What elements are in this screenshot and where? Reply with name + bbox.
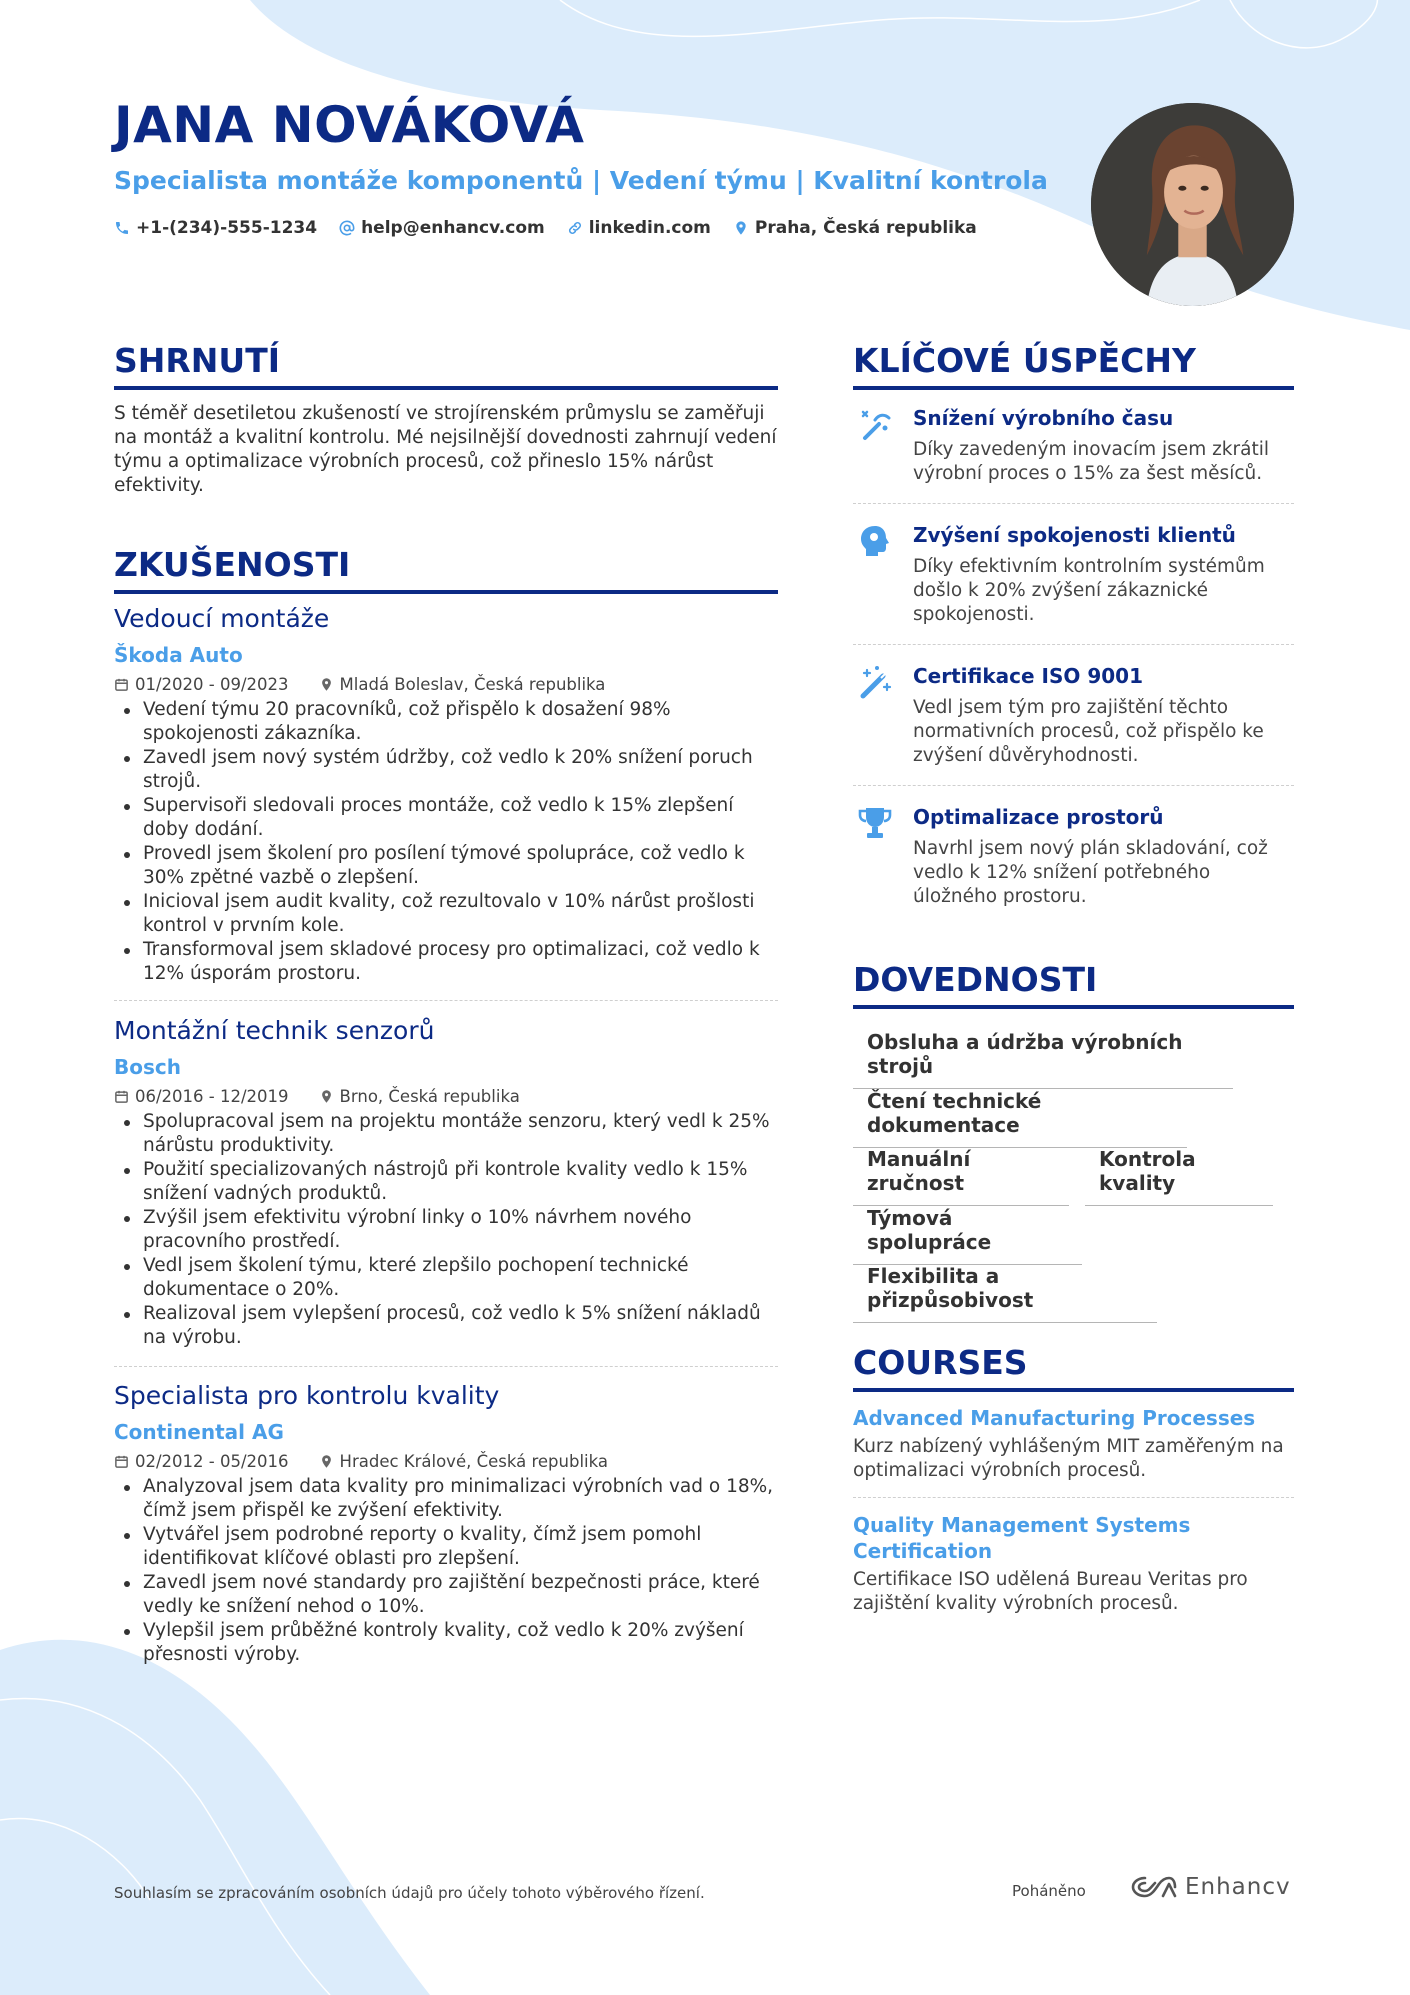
contact-linkedin[interactable] xyxy=(567,218,711,238)
divider xyxy=(853,1497,1294,1498)
achievement-desc: Vedl jsem tým pro zajištění těchto normativních procesů, což přispělo ke zvýšení důvěryhodnosti. xyxy=(913,697,1264,766)
course-title: Advanced Manufacturing Processes xyxy=(853,1406,1256,1430)
achievement-item xyxy=(853,664,1294,768)
course-desc: Kurz nabízený vyhlášeným MIT zaměřeným na optimalizaci výrobních procesů. xyxy=(853,1436,1284,1481)
linkedin-text: linkedin.com xyxy=(588,218,711,238)
trophy-icon xyxy=(857,805,893,841)
at-icon xyxy=(339,220,355,236)
divider xyxy=(853,785,1294,786)
contact-bar xyxy=(114,218,977,238)
job-bullet: Realizoval jsem vylepšení procesů, což vedlo k 5% snížení nákladů na výrobu. xyxy=(114,1302,778,1350)
enhancv-logo-text: Enhancv xyxy=(1185,1874,1291,1900)
enhancv-logo[interactable] xyxy=(1131,1874,1291,1900)
contact-phone[interactable] xyxy=(114,218,317,238)
profile-photo xyxy=(1091,103,1294,306)
phone-text: +1-(234)-555-1234 xyxy=(136,218,318,238)
job-meta xyxy=(114,675,778,694)
job-location: Mladá Boleslav, Česká republika xyxy=(339,675,606,694)
courses-section-title: COURSES xyxy=(853,1343,1294,1392)
course-item xyxy=(853,1405,1294,1483)
achievement-desc: Navrhl jsem nový plán skladování, což vedlo k 12% snížení potřebného úložného prostoru. xyxy=(913,838,1268,907)
job-bullet: Zavedl jsem nové standardy pro zajištění bezpečnosti práce, které vedly ke snížení nehod o 10%. xyxy=(114,1571,778,1619)
contact-email[interactable] xyxy=(339,218,545,238)
job-bullet: Provedl jsem školení pro posílení týmové spolupráce, což vedlo k 30% zpětné vazbě o zlepšení. xyxy=(114,842,778,890)
job-bullet: Inicioval jsem audit kvality, což rezultovalo v 10% nárůst prošlosti kontrol v prvním kole. xyxy=(114,890,778,938)
job-bullets xyxy=(114,1475,778,1667)
job-bullet: Vytvářel jsem podrobné reporty o kvality, čímž jsem pomohl identifikovat klíčové oblasti pro zlepšení. xyxy=(114,1523,778,1571)
achievement-item xyxy=(853,406,1294,486)
job-bullet: Vedl jsem školení týmu, které zlepšilo pochopení technické dokumentace o 20%. xyxy=(114,1254,778,1302)
skill-tag: Manuální zručnost xyxy=(853,1147,1069,1206)
wand-icon xyxy=(857,406,893,442)
divider xyxy=(114,1366,778,1367)
experience-section-title: ZKUŠENOSTI xyxy=(114,545,778,594)
job-bullet: Použití specializovaných nástrojů při kontrole kvality vedlo k 15% snížení vadných produktů. xyxy=(114,1158,778,1206)
achievement-desc: Díky zavedeným inovacím jsem zkrátil výrobní proces o 15% za šest měsíců. xyxy=(913,439,1269,484)
skill-tag: Flexibilita a přizpůsobivost xyxy=(853,1264,1157,1323)
job-company: Škoda Auto xyxy=(114,643,243,667)
job-bullets xyxy=(114,1110,778,1350)
contact-location xyxy=(733,218,977,238)
location-text: Praha, Česká republika xyxy=(754,218,977,238)
job-location: Brno, Česká republika xyxy=(339,1087,520,1106)
phone-icon xyxy=(114,220,130,236)
job-bullet: Transformoval jsem skladové procesy pro optimalizaci, což vedlo k 12% úsporám prostoru. xyxy=(114,938,778,986)
achievements-section-title: KLÍČOVÉ ÚSPĚCHY xyxy=(853,341,1294,390)
powered-by-label: Poháněno xyxy=(1012,1882,1086,1900)
skill-tag: Kontrola kvality xyxy=(1085,1147,1273,1206)
job-bullet: Vedení týmu 20 pracovníků, což přispělo k dosažení 98% spokojenosti zákazníka. xyxy=(114,698,778,746)
experience-entry xyxy=(114,1381,778,1667)
candidate-name: JANA NOVÁKOVÁ xyxy=(114,96,585,154)
location-pin-icon xyxy=(319,677,334,692)
skill-tag: Týmová spolupráce xyxy=(853,1206,1082,1265)
job-title: Specialista pro kontrolu kvality xyxy=(114,1381,500,1410)
divider xyxy=(853,644,1294,645)
experience-entry xyxy=(114,604,778,986)
job-bullets xyxy=(114,698,778,986)
achievement-title: Optimalizace prostorů xyxy=(913,805,1164,829)
job-title: Vedoucí montáže xyxy=(114,604,330,633)
experience-entry xyxy=(114,1016,778,1350)
job-title: Montážní technik senzorů xyxy=(114,1016,435,1045)
job-bullet: Vylepšil jsem průběžné kontroly kvality, což vedlo k 20% zvýšení přesnosti výroby. xyxy=(114,1619,778,1667)
link-icon xyxy=(567,220,583,236)
course-item xyxy=(853,1512,1294,1616)
calendar-icon xyxy=(114,1089,129,1104)
job-dates: 02/2012 - 05/2016 xyxy=(135,1452,289,1471)
job-company: Bosch xyxy=(114,1055,181,1079)
divider xyxy=(853,503,1294,504)
consent-text: Souhlasím se zpracováním osobních údajů pro účely tohoto výběrového řízení. xyxy=(114,1884,705,1902)
head-icon xyxy=(857,523,893,559)
skills-section-title: DOVEDNOSTI xyxy=(853,960,1294,1009)
job-bullet: Supervisoři sledovali proces montáže, což vedlo k 15% zlepšení doby dodání. xyxy=(114,794,778,842)
candidate-headline: Specialista montáže komponentů | Vedení týmu | Kvalitní kontrola xyxy=(114,166,1048,195)
job-bullet: Zvýšil jsem efektivitu výrobní linky o 10% návrhem nového pracovního prostředí. xyxy=(114,1206,778,1254)
job-bullet: Spolupracoval jsem na projektu montáže senzoru, který vedl k 25% nárůstu produktivity. xyxy=(114,1110,778,1158)
magic-wand-icon xyxy=(857,664,893,700)
job-dates: 01/2020 - 09/2023 xyxy=(135,675,289,694)
summary-text: S téměř desetiletou zkušeností ve strojírenském průmyslu se zaměřuji na montáž a kvalitní kontrolu. Mé nejsilnější dovednosti zahrnují vedení týmu a optimalizace výrobních procesů, což přineslo 15% nárůst efektivity. xyxy=(114,403,777,496)
summary-section-title: SHRNUTÍ xyxy=(114,341,778,390)
job-location: Hradec Králové, Česká republika xyxy=(339,1452,609,1471)
calendar-icon xyxy=(114,677,129,692)
location-pin-icon xyxy=(319,1454,334,1469)
location-pin-icon xyxy=(733,220,749,236)
course-title: Quality Management Systems Certification xyxy=(853,1513,1191,1563)
enhancv-logo-icon xyxy=(1131,1874,1177,1900)
job-meta xyxy=(114,1452,778,1471)
job-meta xyxy=(114,1087,778,1106)
course-desc: Certifikace ISO udělená Bureau Veritas pro zajištění kvality výrobních procesů. xyxy=(853,1569,1248,1614)
achievement-desc: Díky efektivním kontrolním systémům došlo k 20% zvýšení zákaznické spokojenosti. xyxy=(913,556,1265,625)
location-pin-icon xyxy=(319,1089,334,1104)
email-text: help@enhancv.com xyxy=(361,218,545,238)
calendar-icon xyxy=(114,1454,129,1469)
job-bullet: Analyzoval jsem data kvality pro minimalizaci výrobních vad o 18%, čímž jsem přispěl ke zvýšení efektivity. xyxy=(114,1475,778,1523)
skill-tag: Obsluha a údržba výrobních strojů xyxy=(853,1030,1233,1089)
job-company: Continental AG xyxy=(114,1420,284,1444)
job-bullet: Zavedl jsem nový systém údržby, což vedlo k 20% snížení poruch strojů. xyxy=(114,746,778,794)
skill-tag: Čtení technické dokumentace xyxy=(853,1089,1187,1148)
achievement-item xyxy=(853,805,1294,909)
job-dates: 06/2016 - 12/2019 xyxy=(135,1087,289,1106)
divider xyxy=(114,1000,778,1001)
achievement-item xyxy=(853,523,1294,627)
achievement-title: Certifikace ISO 9001 xyxy=(913,664,1143,688)
achievement-title: Snížení výrobního času xyxy=(913,406,1174,430)
achievement-title: Zvýšení spokojenosti klientů xyxy=(913,523,1236,547)
